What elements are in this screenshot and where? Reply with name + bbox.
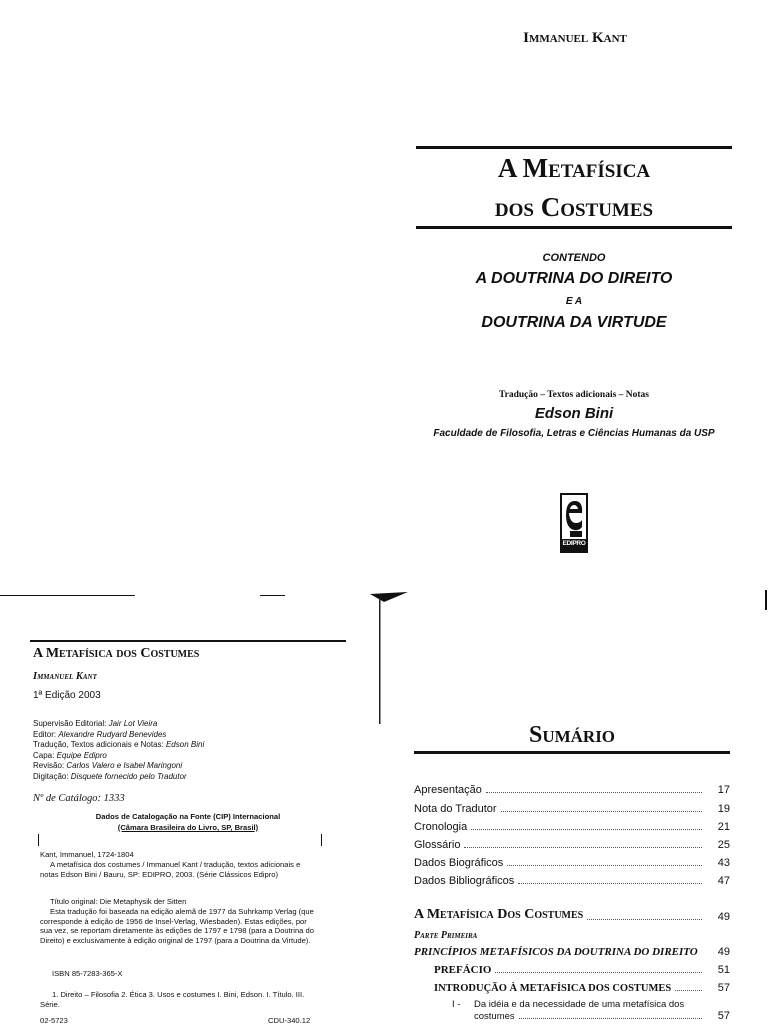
cip-note: Esta tradução foi baseada na edição alemã de 1977 da Suhrkamp Verlag (que corresponde à edição de 1956 de Insel-Verlag, Wiesbaden). Estas edições, por sua vez, se reportam diretamente às edições de 1797 e 1798 (para a Doutrina do Direito) e exclusivamente à edição original de 1797 (para a Doutrina da Virtude). xyxy=(40,907,314,945)
left-page-title: A Metafísica dos Costumes xyxy=(33,646,200,661)
cip-title-1: Dados de Catalogação na Fonte (CIP) Internacional xyxy=(95,812,281,821)
cip-body: A metafísica dos costumes / Immanuel Kant / tradução, textos adicionais e notas Edson Bini / Bauru, SP: EDIPRO, 2003. (Série Clássicos Edipro) xyxy=(40,860,301,879)
translator-name: Edson Bini xyxy=(534,405,614,422)
toc-prefacio: PREFÁCIO 51 xyxy=(434,964,730,976)
credit-line: Capa: Equipe Edipro xyxy=(33,750,107,760)
credit-line: Editor: Alexandre Rudyard Benevides xyxy=(33,729,167,739)
catalog-number: Nº de Catálogo: 1333 xyxy=(33,793,125,804)
cip-title-2: (Câmara Brasileira do Livro, SP, Brasil) xyxy=(117,823,259,832)
credit-line: Supervisão Editorial: Jair Lot Vieira xyxy=(33,719,158,728)
right-edge-mark xyxy=(765,590,767,610)
isbn: ISBN 85-7283-365-X xyxy=(52,969,123,978)
toc-parte: Parte Primeira xyxy=(414,930,478,941)
toc-item-i-num: I - xyxy=(452,999,461,1010)
credit-line: Tradução, Textos adicionais e Notas: Edson Bini xyxy=(33,740,205,749)
toc-item-i-line2: costumes 57 xyxy=(474,1010,730,1022)
cip-subjects: 1. Direito – Filosofia 2. Ética 3. Usos e costumes I. Bini, Edson. I. Título. III. Série. xyxy=(40,990,305,1009)
book-title-line2: dos Costumes xyxy=(494,192,654,222)
title-rule-bottom xyxy=(416,226,732,229)
cip-code-left: 02-5723 xyxy=(40,1016,68,1025)
page-edge-line-2 xyxy=(260,595,285,596)
toc-entry: Dados Biográficos 43 xyxy=(414,857,730,869)
cip-code-right: CDU-340.12 xyxy=(268,1016,311,1025)
traducao-line: Tradução – Textos adicionais – Notas xyxy=(499,390,649,400)
doutrina-virtude: DOUTRINA DA VIRTUDE xyxy=(481,314,667,331)
toc-heading: Sumário xyxy=(528,722,616,748)
author-name: Immanuel Kant xyxy=(523,30,627,46)
left-title-rule xyxy=(30,640,346,642)
cip-original-title: Título original: Die Metaphysik der Sitten xyxy=(50,897,187,906)
toc-introducao: INTRODUÇÃO À METAFÍSICA DOS COSTUMES 57 xyxy=(434,982,730,994)
binding-mark xyxy=(370,588,410,728)
credit-line: Digitação: Disquete fornecido pelo Tradutor xyxy=(33,771,187,781)
page-edge-line xyxy=(0,595,135,596)
cip-author: Kant, Immanuel, 1724-1804 xyxy=(40,850,134,859)
cip-corner-left xyxy=(38,834,39,846)
title-rule-top xyxy=(416,146,732,149)
toc-entry: Cronologia 21 xyxy=(414,821,730,833)
toc-entry: Glossário 25 xyxy=(414,839,730,851)
edition-line: 1ª Edição 2003 xyxy=(33,690,101,701)
book-title-line1: A Metafísica xyxy=(497,153,651,183)
credits-block xyxy=(33,719,343,782)
toc-entry: Nota do Tradutor 19 xyxy=(414,803,730,815)
e-a-label: E A xyxy=(565,296,583,307)
toc-entry: Apresentação 17 xyxy=(414,784,730,796)
doutrina-direito: A DOUTRINA DO DIREITO xyxy=(475,270,673,287)
left-author: Immanuel Kant xyxy=(33,671,97,682)
credit-line: Revisão: Carlos Valero e Isabel Maringoni xyxy=(33,761,183,770)
toc-principios: PRINCÍPIOS METAFÍSICOS DA DOUTRINA DO DIREITO 49 xyxy=(414,946,730,958)
logo-text: EDIPRO xyxy=(562,540,586,547)
toc-entry: Dados Bibliográficos 47 xyxy=(414,875,730,887)
edipro-logo xyxy=(560,493,588,553)
toc-section-title: A Metafísica Dos Costumes 49 xyxy=(414,907,730,923)
faculty-line: Faculdade de Filosofia, Letras e Ciências Humanas da USP xyxy=(433,428,715,439)
contendo-label: CONTENDO xyxy=(542,252,606,264)
cip-corner-right xyxy=(321,834,322,846)
toc-item-i-line1: Da idéia e da necessidade de uma metafísica dos xyxy=(474,999,685,1010)
toc-rule xyxy=(414,751,730,754)
